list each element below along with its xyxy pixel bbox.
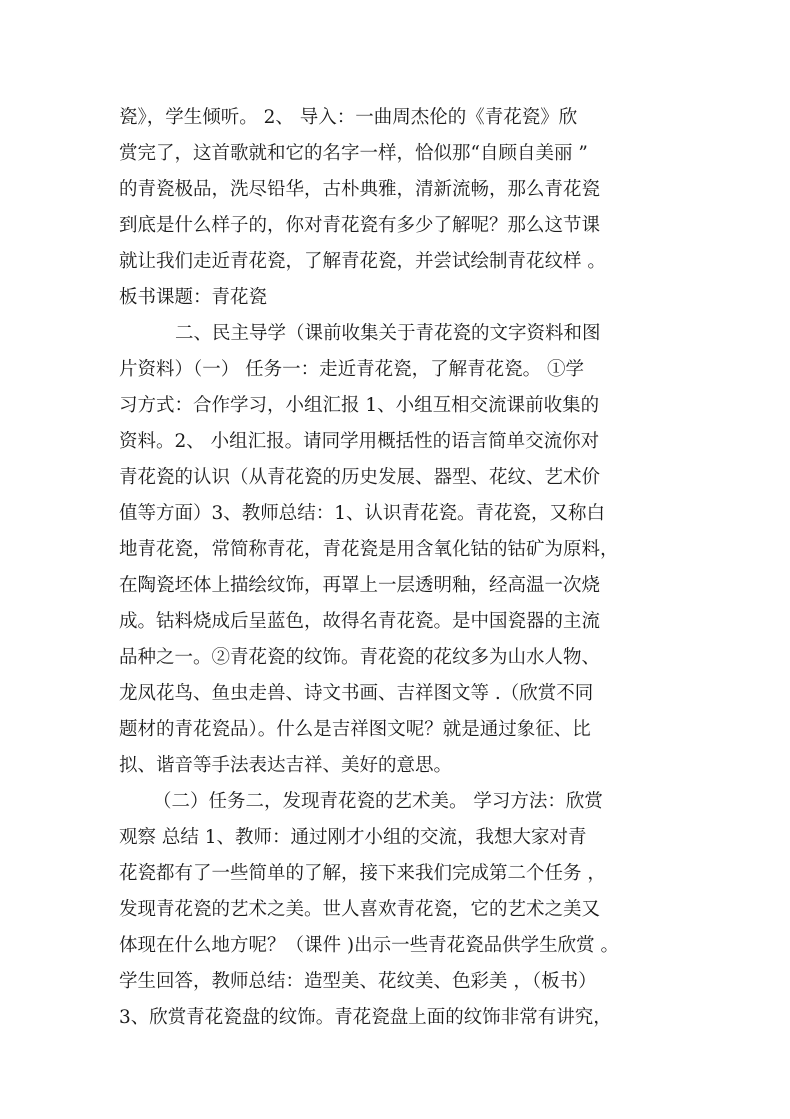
text-line: 观察 总结 1、教师：通过刚才小组的交流，我想大家对青 [119,827,587,848]
text-line: 花瓷都有了一些简单的了解，接下来我们完成第二个任务 ， [119,863,606,884]
text-line: 在陶瓷坯体上描绘纹饰，再罩上一层透明釉，经高温一次烧 [119,575,601,596]
text-line: 的青瓷极品，洗尽铅华，古朴典雅，清新流畅，那么青花瓷 [119,179,601,200]
text-line: 赏完了，这首歌就和它的名字一样，恰似那“自顾自美丽 ” [119,143,588,164]
paragraph-start-line: 二、民主导学（课前收集关于青花瓷的文字资料和图 [175,323,601,344]
text-line: 题材的青花瓷品）。什么是吉祥图文呢？就是通过象征、比 [119,719,591,740]
text-line: 就让我们走近青花瓷，了解青花瓷，并尝试绘制青花纹样 。 [119,251,606,272]
text-line: 体现在什么地方呢？（课件 )出示一些青花瓷品供学生欣赏 。 [119,935,619,956]
text-line: 地青花瓷，常简称青花，青花瓷是用含氧化钴的钴矿为原料， [119,539,619,560]
text-line: 片资料）（一） 任务一：走近青花瓷，了解青花瓷。 ①学 [119,359,585,380]
text-line: 品种之一。②青花瓷的纹饰。青花瓷的花纹多为山水人物、 [119,647,601,668]
paragraph-start-line: （二）任务二，发现青花瓷的艺术美。 学习方法：欣赏 [153,791,603,812]
text-line: 习方式：合作学习，小组汇报 1、小组互相交流课前收集的 [119,395,600,416]
text-line: 板书课题：青花瓷 [119,287,268,308]
text-line: 瓷》，学生倾听。 2、 导入：一曲周杰伦的《青花瓷》欣 [119,107,578,128]
text-line: 青花瓷的认识（从青花瓷的历史发展、器型、花纹、艺术价 [119,467,601,488]
text-line: 值等方面）3、教师总结：1、认识青花瓷。青花瓷，又称白 [119,503,606,524]
text-line: 到底是什么样子的，你对青花瓷有多少了解呢？那么这节课 [119,215,601,236]
body-text [119,100,675,1036]
text-line: 成。钴料烧成后呈蓝色，故得名青花瓷。是中国瓷器的主流 [119,611,601,632]
text-line: 发现青花瓷的艺术之美。世人喜欢青花瓷，它的艺术之美又 [119,899,601,920]
text-line: 学生回答，教师总结：造型美、花纹美、色彩美 ，（板书） [119,971,597,992]
text-line: 龙凤花鸟、鱼虫走兽、诗文书画、吉祥图文等 .（欣赏不同 [119,683,594,704]
text-line: 资料。2、 小组汇报。请同学用概括性的语言简单交流你对 [119,431,600,452]
text-line: 拟、谐音等手法表达吉祥、美好的意思。 [119,755,453,776]
text-line: 3、欣赏青花瓷盘的纹饰。青花瓷盘上面的纹饰非常有讲究， [119,1007,612,1028]
